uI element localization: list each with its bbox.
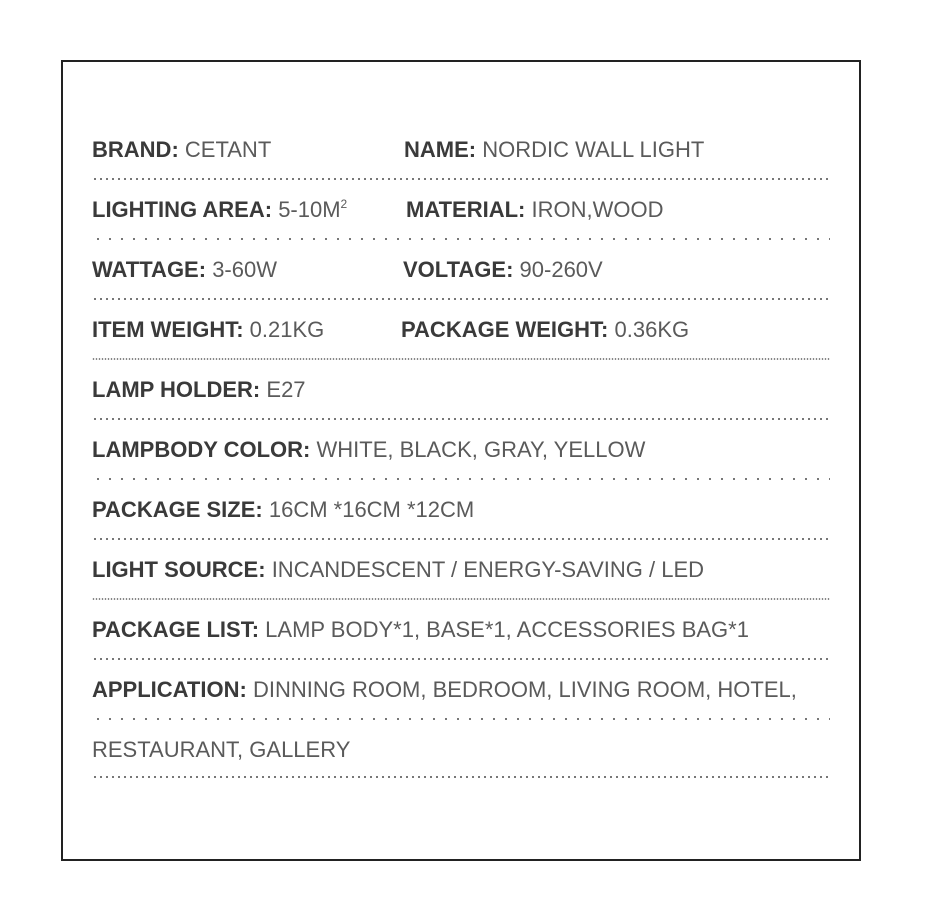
spec-label: VOLTAGE: bbox=[403, 257, 514, 282]
spec-wattage bbox=[92, 256, 277, 284]
spec-label: LAMP HOLDER: bbox=[92, 377, 261, 402]
spec-label: PACKAGE LIST: bbox=[92, 617, 260, 642]
spec-value: NORDIC WALL LIGHT bbox=[482, 137, 705, 162]
spec-value: 16CM *16CM *12CM bbox=[268, 497, 475, 522]
spec-row-application-continued bbox=[92, 720, 830, 778]
spec-lighting-area bbox=[92, 196, 347, 224]
spec-brand bbox=[92, 136, 271, 164]
spec-value-superscript: 2 bbox=[340, 197, 348, 211]
spec-label: WATTAGE: bbox=[92, 257, 207, 282]
spec-list bbox=[92, 120, 830, 778]
spec-label: NAME: bbox=[404, 137, 477, 162]
spec-label: PACKAGE WEIGHT: bbox=[401, 317, 609, 342]
spec-lamp-holder bbox=[92, 376, 306, 404]
spec-value: RESTAURANT, GALLERY bbox=[92, 737, 351, 762]
spec-package-list bbox=[92, 616, 749, 644]
spec-label: LAMPBODY COLOR: bbox=[92, 437, 311, 462]
spec-value: 3-60W bbox=[212, 257, 277, 282]
spec-value: WHITE, BLACK, GRAY, YELLOW bbox=[316, 437, 646, 462]
spec-value bbox=[278, 197, 347, 222]
spec-value: DINNING ROOM, BEDROOM, LIVING ROOM, HOTEL, bbox=[252, 677, 797, 702]
spec-row-light-source bbox=[92, 540, 830, 600]
spec-row-package-list bbox=[92, 600, 830, 660]
spec-value-main: 5-10M bbox=[278, 197, 341, 222]
spec-value: INCANDESCENT / ENERGY-SAVING / LED bbox=[271, 557, 705, 582]
spec-row-application bbox=[92, 660, 830, 720]
spec-value: LAMP BODY*1, BASE*1, ACCESSORIES BAG*1 bbox=[265, 617, 749, 642]
spec-name bbox=[404, 136, 704, 164]
spec-row-wattage-voltage bbox=[92, 240, 830, 300]
spec-row-lamp-holder bbox=[92, 360, 830, 420]
spec-value: E27 bbox=[266, 377, 306, 402]
spec-value: IRON,WOOD bbox=[531, 197, 664, 222]
spec-label: BRAND: bbox=[92, 137, 179, 162]
spec-label: PACKAGE SIZE: bbox=[92, 497, 263, 522]
spec-label: MATERIAL: bbox=[406, 197, 526, 222]
spec-label: LIGHT SOURCE: bbox=[92, 557, 266, 582]
spec-voltage bbox=[403, 256, 603, 284]
spec-material bbox=[406, 196, 663, 224]
spec-application bbox=[92, 676, 797, 704]
spec-value: 90-260V bbox=[519, 257, 603, 282]
spec-item-weight bbox=[92, 316, 324, 344]
spec-row-weights bbox=[92, 300, 830, 360]
spec-package-weight bbox=[401, 316, 689, 344]
spec-row-area-material bbox=[92, 180, 830, 240]
spec-label: LIGHTING AREA: bbox=[92, 197, 273, 222]
spec-row-brand-name bbox=[92, 120, 830, 180]
spec-row-lampbody-color bbox=[92, 420, 830, 480]
spec-package-size bbox=[92, 496, 474, 524]
spec-light-source bbox=[92, 556, 704, 584]
spec-label: ITEM WEIGHT: bbox=[92, 317, 244, 342]
spec-value: CETANT bbox=[184, 137, 272, 162]
spec-application-continued bbox=[92, 736, 350, 764]
spec-label: APPLICATION: bbox=[92, 677, 247, 702]
spec-lampbody-color bbox=[92, 436, 645, 464]
spec-value: 0.36KG bbox=[614, 317, 690, 342]
spec-value: 0.21KG bbox=[249, 317, 325, 342]
spec-row-package-size bbox=[92, 480, 830, 540]
